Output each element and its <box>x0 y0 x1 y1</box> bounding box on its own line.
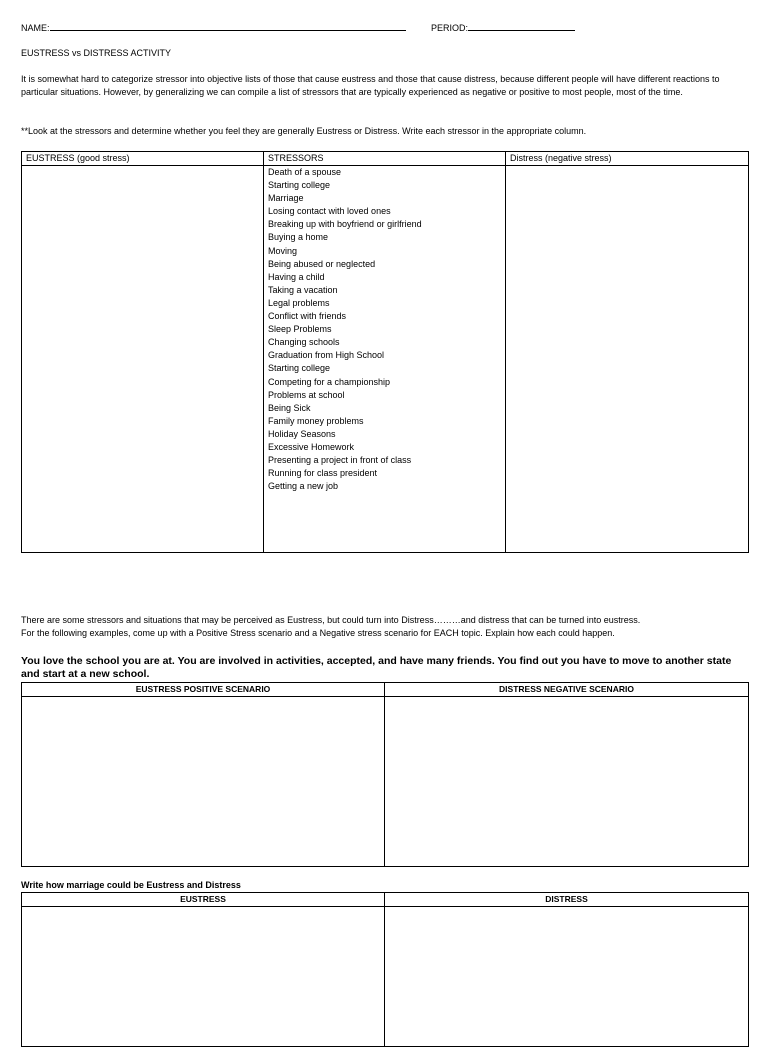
distress-answer-column[interactable] <box>506 166 749 553</box>
distress-column-header: Distress (negative stress) <box>506 152 749 166</box>
scenario1-distress-answer[interactable] <box>385 697 749 867</box>
stressor-item: Moving <box>268 245 298 256</box>
scenario1-distress-header: DISTRESS NEGATIVE SCENARIO <box>385 683 749 697</box>
stressor-item: Competing for a championship <box>268 376 391 387</box>
stressor-item: Family money problems <box>268 415 364 426</box>
stressor-item: Sleep Problems <box>268 324 332 335</box>
stressor-item: Having a child <box>268 271 325 282</box>
stressor-item: Breaking up with boyfriend or girlfriend <box>268 219 422 230</box>
scenario2-prompt: Write how marriage could be Eustress and Distress <box>21 880 241 890</box>
stressor-item: Death of a spouse <box>268 167 342 177</box>
stressor-item: Conflict with friends <box>268 311 347 322</box>
scenario2-distress-header: DISTRESS <box>385 893 749 907</box>
stressor-item: Presenting a project in front of class <box>268 455 412 466</box>
name-field[interactable] <box>50 21 406 31</box>
period-label: PERIOD: <box>431 23 469 33</box>
scenario2-eustress-header: EUSTRESS <box>22 893 385 907</box>
stressor-item: Problems at school <box>268 389 345 400</box>
stressor-item: Running for class president <box>268 468 378 479</box>
stressor-item: Being abused or neglected <box>268 258 376 269</box>
stressor-item: Losing contact with loved ones <box>268 206 391 217</box>
section2-line2: For the following examples, come up with a Positive Stress scenario and a Negative stress scenario for EACH topic. Explain how each could happen. <box>21 628 615 638</box>
scenario1-eustress-answer[interactable] <box>22 697 385 867</box>
eustress-column-header: EUSTRESS (good stress) <box>22 152 264 166</box>
stressor-item: Marriage <box>268 193 304 204</box>
name-label: NAME: <box>21 23 50 33</box>
stressor-table <box>21 151 749 553</box>
stressors-list-cell <box>264 166 506 553</box>
stressors-list <box>268 166 501 493</box>
stressor-item: Starting college <box>268 363 331 374</box>
scenario1-prompt: You love the school you are at. You are involved in activities, accepted, and have many friends. You find out you have to move to another state and start at a new school. <box>21 655 732 680</box>
stressor-item: Holiday Seasons <box>268 428 336 439</box>
stressor-item: Starting college <box>268 180 331 191</box>
eustress-answer-column[interactable] <box>22 166 264 553</box>
period-row <box>431 21 575 35</box>
scenario2-eustress-answer[interactable] <box>22 907 385 1047</box>
stressors-column-header: STRESSORS <box>264 152 506 166</box>
scenario2-distress-answer[interactable] <box>385 907 749 1047</box>
intro-paragraph: It is somewhat hard to categorize stressor into objective lists of those that cause eustress and those that cause distress, because different people will have different reactions to particular situations. However, by generalizing we can compile a list of stressors that are typically experienced as negative or positive to most people, most of the time. <box>21 74 720 97</box>
instruction-text: **Look at the stressors and determine whether you feel they are generally Eustress or Distress. Write each stressor in the appropriate column. <box>21 126 587 136</box>
stressor-item: Being Sick <box>268 402 311 413</box>
section2-line1: There are some stressors and situations that may be perceived as Eustress, but could turn into Distress………and distress that can be turned into eustress. <box>21 615 641 625</box>
stressor-item: Changing schools <box>268 337 340 348</box>
period-field[interactable] <box>468 21 575 31</box>
stressor-item: Buying a home <box>268 232 329 243</box>
name-row <box>21 21 406 35</box>
page-title: EUSTRESS vs DISTRESS ACTIVITY <box>21 48 172 58</box>
scenario1-eustress-header: EUSTRESS POSITIVE SCENARIO <box>22 683 385 697</box>
stressor-item: Legal problems <box>268 297 330 308</box>
stressor-item: Graduation from High School <box>268 350 385 361</box>
stressor-item: Taking a vacation <box>268 284 338 295</box>
stressor-item: Excessive Homework <box>268 441 355 452</box>
stressor-item: Getting a new job <box>268 481 339 492</box>
scenario1-table <box>21 682 749 867</box>
